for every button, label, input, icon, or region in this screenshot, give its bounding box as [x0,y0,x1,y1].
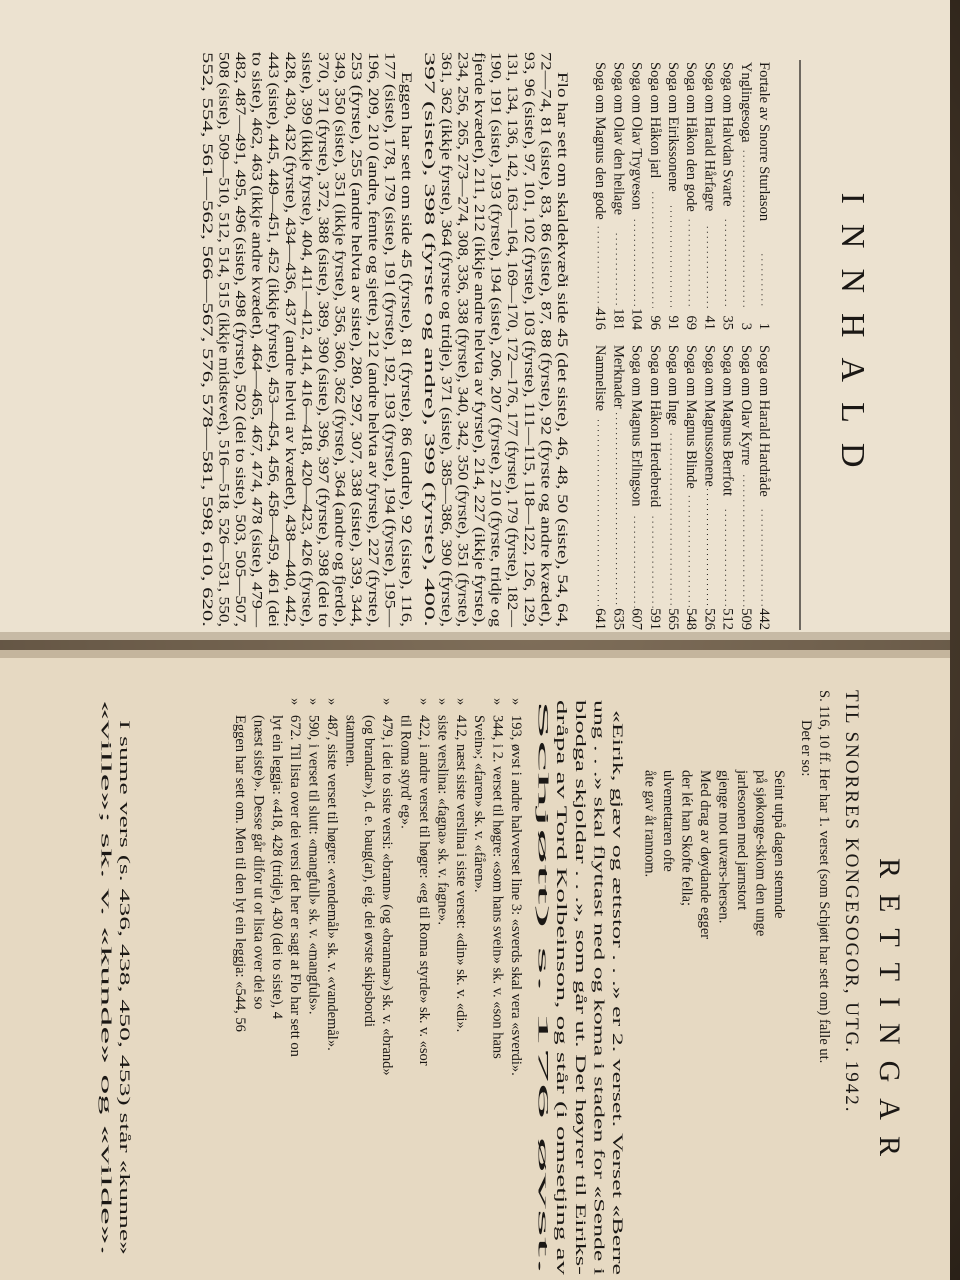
toc-entry-page: 104 [628,308,645,330]
errata-entry-line: 479, i dei to siste versi: «brann» (og «brannar») sk. v. «brand» [379,715,396,1076]
toc-entry-page: 3 [737,322,754,330]
toc-entry-page: 641 [592,608,609,630]
toc-entry-page: 548 [683,608,700,630]
toc-paragraph-line: 349, 350 (siste), 351 (ikkje fyrste), 356, 360, 362 (fyrste), 364 (andre og fjerde), [331,52,348,511]
verse-line: på sjøkonge-skiom den unge [752,770,769,937]
errata-entry-line: siste verslina: «fagna» sk. v. fagne». [434,715,451,926]
toc-entry-title: Soga om Olav Kyrre [737,345,754,466]
errata-entry-marker: » [324,698,340,706]
toc-paragraph-line: 93, 96 (siste), 97, 101, 102 (fyrste), 103 (fyrste), 111—115, 118—122, 126, 129, [520,52,537,513]
toc-paragraph-flo [421,52,570,628]
errata-paragraph-line: dråpa av Tord Kolbeinson, og står (i omsetjing av [553,700,570,988]
verse-line: ulvemettaren ofte [660,770,676,872]
toc-entry-page: 509 [737,608,754,630]
toc-entry-title: Soga om Halvdan Svarte [719,62,736,207]
toc-entry-title: Soga om Håkon den gode [683,62,700,212]
toc-entry-page: 591 [646,608,663,630]
errata-entry-line: (og brandar»), d. e. baug(ar), eig. dei øvste skipsbordi [360,715,377,1028]
toc-title: INNHALD [834,192,871,488]
toc-entry-title: Soga om Magnus Blinde [683,345,700,489]
toc-paragraph-line: 177 (siste), 178, 179 (siste), 191 (fyrste), 192, 193 (fyrste), 194 (fyrste), 195— [381,52,398,502]
toc-paragraph-line: 428, 430, 432 (fyrste), 434—436, 437 (andre helvti av kvædet), 438—440, 442, [281,52,298,509]
errata-entry-line: (næst siste)». Desse går difor ut or lista over dei so [250,715,267,1010]
toc-paragraph-line: 190, 191 (siste), 193 (fyrste), 194 (siste), 206, 207 (fyrste), 210 (fyrste, tridje og [487,52,504,510]
toc-entry-page: 442 [756,608,772,630]
errata-entry-line: Eggen har sett om. Men til den lyt ein leggja: «544, 56 [232,715,248,1032]
toc-paragraph-line: 397 (siste), 398 (fyrste og andre), 399 (fyrste), 400. [421,52,438,346]
errata-paragraph-line: «Eirik, gjæv og ættstor . . .» er 2. verset. Verset «Berre [609,710,625,1026]
toc-paragraph-line: 131, 134, 136, 142, 163—164, 169—170, 172—176, 177 (fyrste), 179 (fyrste), 182— [504,52,521,544]
toc-paragraph-line: Flo har sett om skaldekvæði side 45 (det siste), 46, 48, 50 (siste), 54, 64, [554,72,570,487]
toc-entry-title: Soga om Magnussonene [701,345,718,487]
errata-entry-line: 672. Til lista over dei versi det her er sagt at Flo har sett on [287,715,304,1057]
toc-entry-page: 635 [610,608,627,630]
toc-paragraph-line: 234, 256, 265, 273—274, 308, 336, 338 (fyrste), 340, 342, 350 (fyrste), 351 (fyrste), [454,52,471,536]
toc-entry-title: Soga om Magnus Berrfott [719,345,736,497]
errata-entry-marker: » [416,698,432,706]
toc-entry-page: 526 [701,608,718,630]
toc-entry-title: Soga om Harald Hardråde [756,345,772,497]
toc-paragraph-line: siste), 399 (ikkje fyrste), 404, 411—412, 414, 416—418, 420—423, 426 (fyrste), [298,52,315,517]
errata-title: RETTINGAR [873,858,906,1172]
toc-entry-title: Namneliste [592,345,609,412]
toc-entry-page: 35 [719,315,736,330]
errata-entry-line: stamnen. [342,715,359,767]
toc-entry-page: 96 [646,315,663,330]
verse-line: gjenge mot utværs-hersen. [715,770,732,924]
toc-entry-title: Soga om Magnus Erlingson [628,345,645,507]
toc-entry-page: 41 [701,315,718,330]
toc-entry-title: Soga om Eirikssonene [665,62,681,192]
toc-entry-page: 512 [719,608,736,630]
toc-entry-page: 1 [756,322,772,330]
errata-entry-marker: » [434,698,451,706]
toc-paragraph-line: 370, 371 (fyrste), 372, 388 (siste), 389, 390 (siste), 396, 397 (fyrste), 398 (dei to [315,52,331,512]
toc-entry-title: Merknader [610,345,627,409]
toc-entry-title: Soga om Magnus den gode [592,62,609,220]
toc-entry-page: 181 [610,308,627,330]
errata-entry-marker: » [379,698,396,706]
toc-paragraph-line: 443 (siste), 445, 449—451, 452 (ikkje fyrste), 453—454, 456, 458—459, 461 (dei [265,52,282,523]
errata-entry-line: 344, i 2. verset til høgre: «som hans svein» sk. v. «son hans [489,715,506,1059]
gutter-shadow [0,632,950,658]
toc-entry-page: 69 [683,315,700,330]
toc-paragraph-line: Eggen har sett om side 45 (fyrste), 81 (fyrste), 86 (andre), 92 (siste), 116, [398,72,414,491]
errata-entry-marker: » [489,698,506,706]
errata-intro-line-2: Det er so: [798,720,814,777]
errata-entry-line: 193, øvst i andre halvverset line 3: «sverds skal vera «sverdi». [508,715,524,1076]
errata-entry-line: Svein»; «faren» sk. v. «fåren». [471,715,488,893]
errata-entry-marker: » [305,698,322,706]
toc-entry-title: Ynglingesoga [737,62,754,143]
toc-paragraph-line: 361, 362 (ikkje fyrste), 364 (fyrste og tridje), 371 (siste), 385—386, 390 (fyrste), [437,52,454,515]
verse-line: Seint utpå dagen stemnde [771,770,787,919]
toc-entry-page: 416 [592,308,609,330]
toc-paragraph-line: 552, 554, 561—562, 566—567, 576, 578—581, 598, 610, 620. [198,52,215,413]
toc-paragraph-line: fjerde kvædet), 211, 212 (ikkje andre helvta av fyrste), 214, 227 (ikkje fyrste), [471,52,487,499]
toc-entry-title: Soga om Olav Trygveson [628,62,645,210]
errata-entry-line: 422, i andre verset til høgre: «eg til Roma styrde» sk. v. «sor [416,715,432,1066]
errata-paragraph-line: Schjøtt) s. 176 øvst. [534,700,551,816]
toc-entry-title: Soga om Inge [665,345,681,426]
verse-line: jarlesonen med jarnstort [734,770,750,911]
errata-entry-marker: » [452,698,469,706]
verse-line: Med drag av døydande egger [697,770,713,940]
verse-line: åte gav åt rannom. [641,770,658,878]
errata-entry-line: til Roma styrd' eg». [397,715,414,829]
toc-paragraph-line: 508 (siste), 509—510, 512, 514, 515 (ikkje midstevet), 516—518, 526—531, 550, [215,52,232,524]
toc-entry-title: Soga om Håkon Herdebreid [646,345,663,508]
toc-paragraph-line: 196, 209, 210 (andre, femte og sjette), 212 (andre helvta av fyrste), 227 (fyrste), [364,52,381,510]
errata-paragraph-line: ung . . .» skal flyttast ned og koma i staden for «Sende i [590,700,607,1023]
toc-entry-page: 565 [665,608,681,630]
verse-line: der lét han Skofte fella; [678,770,695,907]
toc-paragraph-line: to siste), 462, 463 (ikkje andre kvædet), 464—465, 467, 474, 478 (siste), 479— [248,52,265,508]
errata-paragraph-line: I sume vers (s. 436, 438, 450, 453) står «kunne» [116,720,132,1000]
errata-paragraph-line: blodga skjoldar . . .», som går ut. Det høyrer til Eiriks- [571,700,588,1016]
errata-entry-marker: » [508,698,524,706]
toc-entry-title: Soga om Olav den heilage [610,62,627,216]
toc-entry-page: 91 [665,315,681,330]
toc-paragraph-eggen [199,52,414,628]
toc-entry-page: 607 [628,608,645,630]
toc-entry-title: Soga om Harald Hårfagre [701,62,718,212]
errata-paragraph-eirik [535,700,625,1276]
toc-paragraph-line: 72—74, 81 (siste), 83, 86 (siste), 87, 88 (fyrste), 92 (fyrste og andre kvædet), [537,52,554,494]
errata-intro-line-1: S. 116, 10 ff. Her har 1. verset (som Schjøtt har sett om) falle ut. [816,690,832,1064]
errata-entry-line: 412, næst siste verslina i siste verset: «din» sk. v. «di». [452,715,469,1033]
errata-entry-line: 487, siste verset til høgre: «vendemål» sk. v. «vandemål». [324,715,340,1051]
errata-paragraph-line: «ville»; sk. v. «kunde» og «vilde». [97,700,114,901]
toc-paragraph-line: 253 (fyrste), 255 (andre helvta av siste), 280, 297, 307, 338 (siste), 339, 344, [348,52,365,491]
errata-entry-line: 590, i verset til slutt: «mangfull» sk. v. «mangfuls». [305,715,322,1015]
errata-entry-marker: » [287,698,304,706]
errata-subtitle: TIL SNORRES KONGESOGOR, UTG. 1942. [841,690,862,1114]
toc-entry-title: Fortale av Snorre Sturlason [756,62,772,222]
errata-entry-line: lyt ein leggja: «418, 428 (tridje), 430 (dei to siste), 4 [268,715,285,1020]
toc-entry-title: Soga om Håkon jarl [646,62,663,179]
toc-paragraph-line: 482, 487—491, 495, 496 (siste), 498 (fyrste), 502 (dei to siste), 503, 505—507, [232,52,248,508]
